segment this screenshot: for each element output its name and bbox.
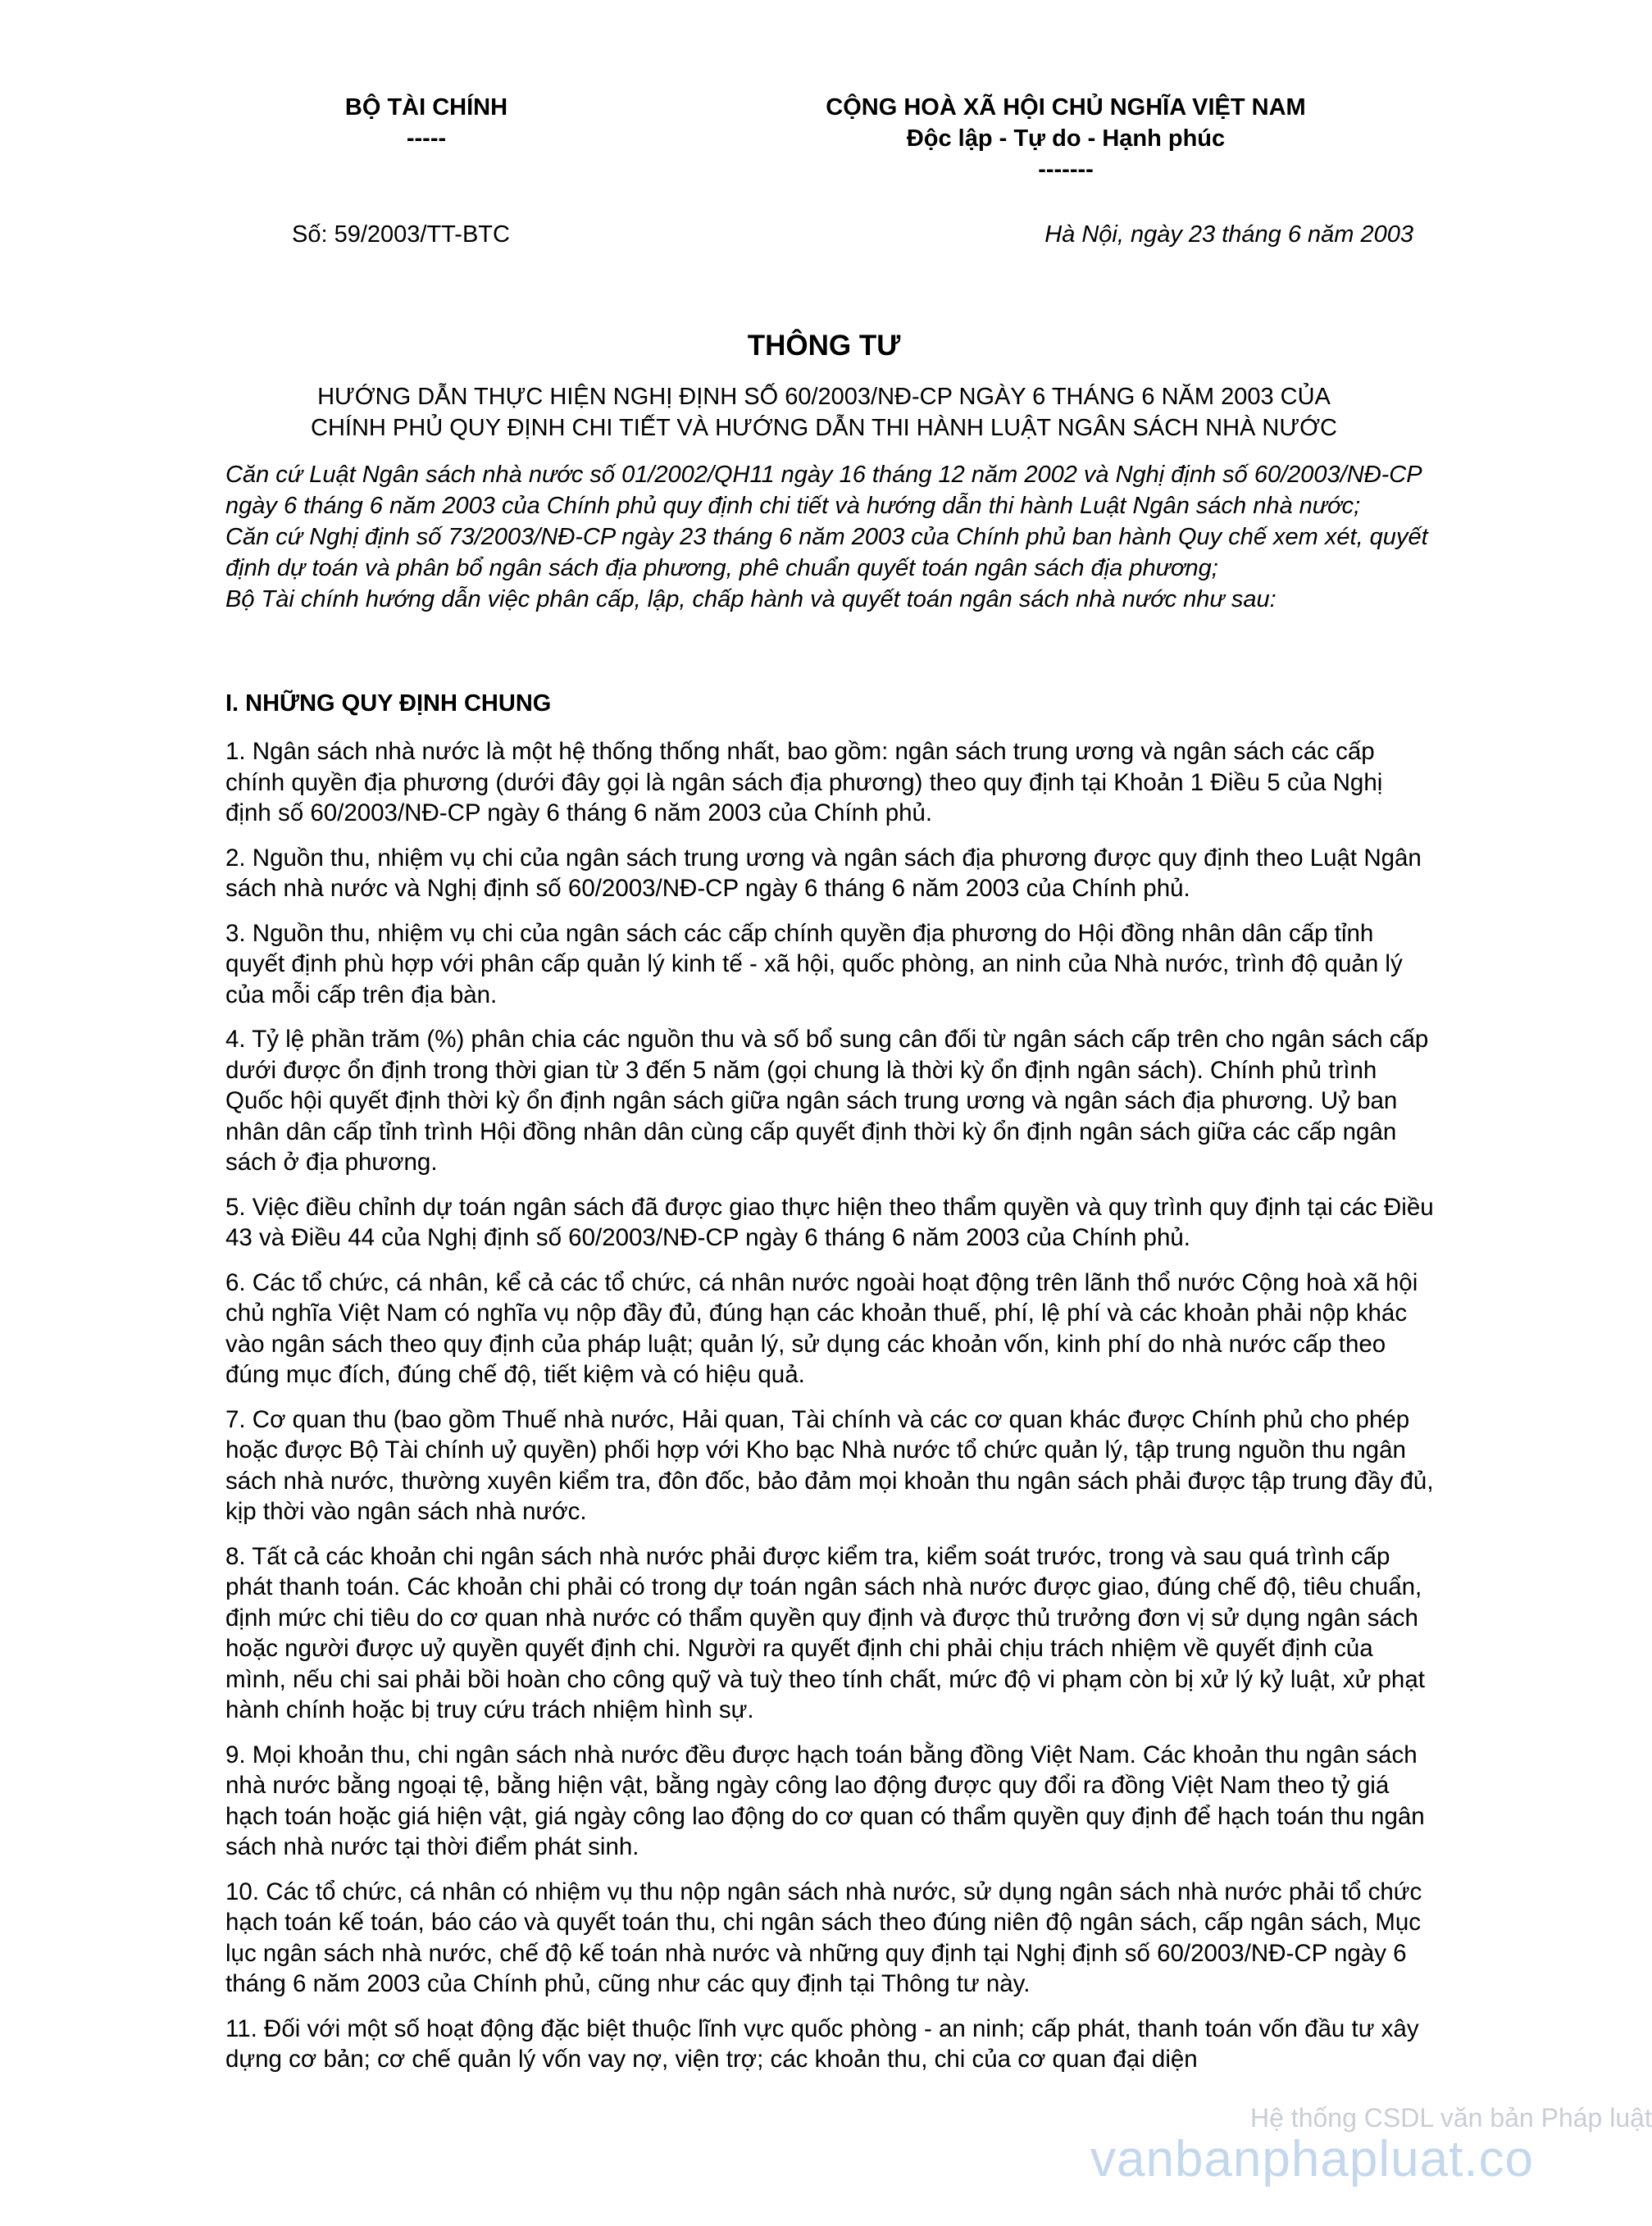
legal-basis: Bộ Tài chính hướng dẫn việc phân cấp, lập, chấp hành và quyết toán ngân sách nhà nước như sau: xyxy=(225,586,1277,612)
legal-bases xyxy=(225,459,1431,615)
paragraph: 7. Cơ quan thu (bao gồm Thuế nhà nước, Hải quan, Tài chính và các cơ quan khác được Chính phủ cho phép hoặc được Bộ Tài chính uỷ quyền) phối hợp với Kho bạc Nhà nước tổ chức quản lý, tập trung nguồn thu ngân sách nhà nước, thường xuyên kiểm tra, đôn đốc, bảo đảm mọi khoản thu ngân sách phải được tập trung đầy đủ, kịp thời vào ngân sách nhà nước. xyxy=(225,1405,1434,1525)
document-number: Số: 59/2003/TT-BTC xyxy=(292,221,510,248)
paragraph: 9. Mọi khoản thu, chi ngân sách nhà nước đều được hạch toán bằng đồng Việt Nam. Các khoản thu ngân sách nhà nước bằng ngoại tệ, bằng hiện vật, bằng ngày công lao động được quy đổi ra đồng Việt Nam theo tỷ giá hạch toán hoặc giá hiện vật, giá ngày công lao động do cơ quan có thẩm quyền quy định để hạch toán thu ngân sách nhà nước tại thời điểm phát sinh. xyxy=(225,1741,1425,1860)
motto-separator: ------- xyxy=(1038,157,1094,183)
paragraph: 1. Ngân sách nhà nước là một hệ thống thống nhất, bao gồm: ngân sách trung ương và ngân sách các cấp chính quyền địa phương (dưới đây gọi là ngân sách địa phương) theo quy định tại Khoản 1 Điều 5 của Nghị định số 60/2003/NĐ-CP ngày 6 tháng 6 năm 2003 của Chính phủ. xyxy=(225,738,1383,826)
paragraph: 4. Tỷ lệ phần trăm (%) phân chia các nguồn thu và số bổ sung cân đối từ ngân sách cấp trên cho ngân sách cấp dưới được ổn định trong thời gian từ 3 đến 5 năm (gọi chung là thời kỳ ổn định ngân sách). Chính phủ trình Quốc hội quyết định thời kỳ ổn định ngân sách giữa ngân sách trung ương và ngân sách địa phương. Uỷ ban nhân dân cấp tỉnh trình Hội đồng nhân dân cùng cấp quyết định thời kỳ ổn định ngân sách giữa các cấp ngân sách ở địa phương. xyxy=(225,1026,1429,1176)
watermark-site: vanbanphapluat.co xyxy=(1090,2131,1535,2187)
document-type: THÔNG TƯ xyxy=(747,330,901,362)
paragraph: 2. Nguồn thu, nhiệm vụ chi của ngân sách trung ương và ngân sách địa phương được quy định theo Luật Ngân sách nhà nước và Nghị định số 60/2003/NĐ-CP ngày 6 tháng 6 năm 2003 của Chính phủ. xyxy=(225,844,1422,902)
paragraph: 3. Nguồn thu, nhiệm vụ chi của ngân sách các cấp chính quyền địa phương do Hội đồng nhân dân cấp tỉnh quyết định phù hợp với phân cấp quản lý kinh tế - xã hội, quốc phòng, an ninh của Nhà nước, trình độ quản lý của mỗi cấp trên địa bàn. xyxy=(225,919,1403,1008)
paragraph: 6. Các tổ chức, cá nhân, kể cả các tổ chức, cá nhân nước ngoài hoạt động trên lãnh thổ nước Cộng hoà xã hội chủ nghĩa Việt Nam có nghĩa vụ nộp đầy đủ, đúng hạn các khoản thuế, phí, lệ phí và các khoản phải nộp khác vào ngân sách theo quy định của pháp luật; quản lý, sử dụng các khoản vốn, kinh phí do nhà nước cấp theo đúng mục đích, đúng chế độ, tiết kiệm và có hiệu quả. xyxy=(225,1268,1418,1388)
nation-name: CỘNG HOÀ XÃ HỘI CHỦ NGHĨA VIỆT NAM xyxy=(826,94,1306,121)
agency-separator: ----- xyxy=(406,125,447,152)
subtitle-line-1: HƯỚNG DẪN THỰC HIỆN NGHỊ ĐỊNH SỐ 60/2003/NĐ-CP NGÀY 6 THÁNG 6 NĂM 2003 CỦA xyxy=(317,384,1331,410)
watermark-caption: Hệ thống CSDL văn bản Pháp luật xyxy=(1250,2103,1652,2133)
legal-basis: Căn cứ Luật Ngân sách nhà nước số 01/2002/QH11 ngày 16 tháng 12 năm 2002 và Nghị định số 60/2003/NĐ-CP ngày 6 tháng 6 năm 2003 của Chính phủ quy định chi tiết và hướng dẫn thi hành Luật Ngân sách nhà nước; xyxy=(225,462,1422,519)
national-motto: Độc lập - Tự do - Hạnh phúc xyxy=(906,125,1226,152)
paragraph: 8. Tất cả các khoản chi ngân sách nhà nước phải được kiểm tra, kiểm soát trước, trong và sau quá trình cấp phát thanh toán. Các khoản chi phải có trong dự toán ngân sách nhà nước được giao, đúng chế độ, tiêu chuẩn, định mức chi tiêu do cơ quan nhà nước có thẩm quyền quy định và được thủ trưởng đơn vị sử dụng ngân sách hoặc người được uỷ quyền quyết định chi. Người ra quyết định chi phải chịu trách nhiệm về quyết định của mình, nếu chi sai phải bồi hoàn cho công quỹ và tuỳ theo tính chất, mức độ vi phạm còn bị xử lý kỷ luật, xử phạt hành chính hoặc bị truy cứu trách nhiệm hình sự. xyxy=(225,1542,1425,1723)
agency-header xyxy=(295,92,557,154)
section-heading: I. NHỮNG QUY ĐỊNH CHUNG xyxy=(225,690,552,717)
paragraph: 11. Đối với một số hoạt động đặc biệt thuộc lĩnh vực quốc phòng - an ninh; cấp phát, thanh toán vốn đầu tư xây dựng cơ bản; cơ chế quản lý vốn vay nợ, viện trợ; các khoản thu, chi của cơ quan đại diện xyxy=(225,2014,1419,2073)
place-and-date: Hà Nội, ngày 23 tháng 6 năm 2003 xyxy=(1044,221,1413,248)
paragraph: 10. Các tổ chức, cá nhân có nhiệm vụ thu nộp ngân sách nhà nước, sử dụng ngân sách nhà nước phải tổ chức hạch toán kế toán, báo cáo và quyết toán thu, chi ngân sách theo đúng niên độ ngân sách, cấp ngân sách, Mục lục ngân sách nhà nước, chế độ kế toán nhà nước và những quy định tại Nghị định số 60/2003/NĐ-CP ngày 6 tháng 6 năm 2003 của Chính phủ, cũng như các quy định tại Thông tư này. xyxy=(225,1878,1422,1997)
legal-basis: Căn cứ Nghị định số 73/2003/NĐ-CP ngày 23 tháng 6 năm 2003 của Chính phủ ban hành Quy chế xem xét, quyết định dự toán và phân bổ ngân sách địa phương, phê chuẩn quyết toán ngân sách địa phương; xyxy=(225,524,1428,581)
nation-header xyxy=(721,92,1410,185)
agency-name: BỘ TÀI CHÍNH xyxy=(344,94,508,121)
document-subtitle xyxy=(213,381,1435,444)
subtitle-line-2: CHÍNH PHỦ QUY ĐỊNH CHI TIẾT VÀ HƯỚNG DẪN THI HÀNH LUẬT NGÂN SÁCH NHÀ NƯỚC xyxy=(311,415,1337,441)
section-body xyxy=(225,736,1435,2089)
paragraph: 5. Việc điều chỉnh dự toán ngân sách đã được giao thực hiện theo thẩm quyền và quy trình quy định tại các Điều 43 và Điều 44 của Nghị định số 60/2003/NĐ-CP ngày 6 tháng 6 năm 2003 của Chính phủ. xyxy=(225,1193,1434,1251)
